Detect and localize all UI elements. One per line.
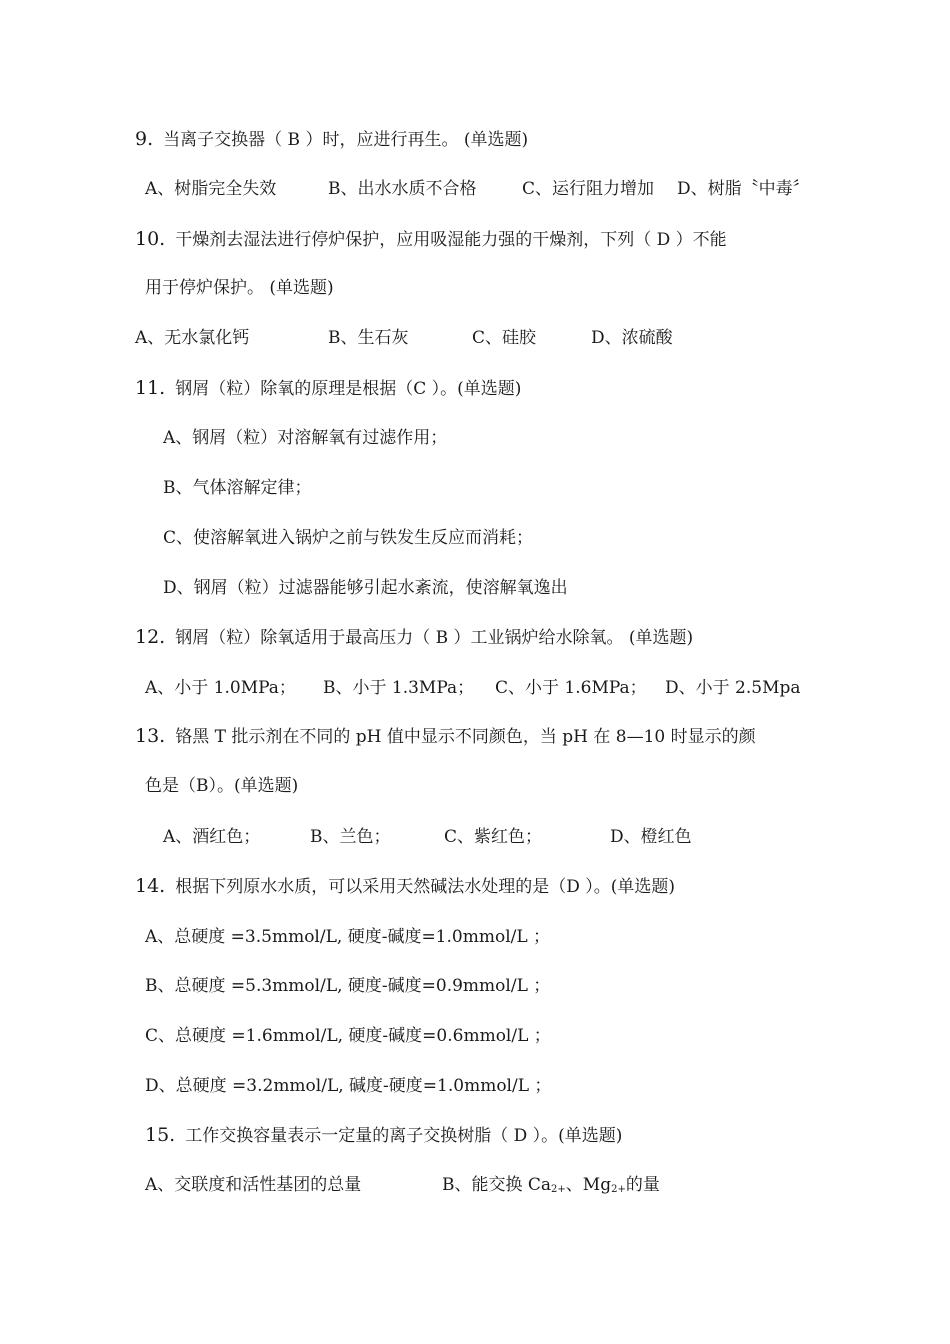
option-c: C、硅胶 [472,328,537,348]
option-d: D、浓硫酸 [591,328,673,348]
question-number: 11. [135,377,166,399]
option-a: A、总硬度 =3.5mmol/L, 硬度-碱度=1.0mmol/L ； [145,927,551,947]
question-10-continued: 用于停炉保护。 (单选题) [145,278,334,298]
option-c: C、总硬度 =1.6mmol/L, 硬度-碱度=0.6mmol/L ； [145,1026,551,1046]
question-number: 12. [135,626,166,648]
ion-charge: 2+ [551,1184,566,1195]
option-d: D、总硬度 =3.2mmol/L, 碱度-硬度=1.0mmol/L ； [145,1076,552,1096]
question-10 [135,228,727,251]
question-9 [135,128,528,151]
option-b-text: 的量 [625,1175,660,1195]
option-d: D、小于 2.5Mpa [665,678,801,698]
ion-charge: 2+ [611,1184,626,1195]
option-a: A、交联度和活性基团的总量 [145,1175,362,1195]
option-b: B、小于 1.3MPa； [323,678,475,698]
question-14 [135,875,675,898]
question-text: 钢屑（粒）除氧的原理是根据（C ）。(单选题) [175,379,522,399]
question-11 [135,377,521,400]
question-number: 13. [135,725,166,747]
question-text: 钢屑（粒）除氧适用于最高压力（ B ）工业锅炉给水除氧。 (单选题) [175,628,694,648]
question-text: 铬黑 T 批示剂在不同的 pH 值中显示不同颜色，当 pH 在 8—10 时显示的颜 [175,727,756,747]
option-b: B、兰色； [310,827,391,847]
option-c: C、运行阻力增加 [522,179,655,199]
option-b: B、出水水质不合格 [328,179,477,199]
option-a: A、无水氯化钙 [135,328,250,348]
option-d: D、树脂〝中毒〞 [677,179,810,199]
option-c: C、紫红色； [444,827,543,847]
question-number: 14. [135,875,166,897]
question-text: 工作交换容量表示一定量的离子交换树脂（ D ）。(单选题) [185,1126,623,1146]
question-13 [135,725,756,748]
option-b-text: B、能交换 Ca [442,1175,552,1195]
question-number: 9. [135,128,154,150]
question-text: 根据下列原水水质，可以采用天然碱法水处理的是（D ）。(单选题) [175,877,676,897]
option-a: A、树脂完全失效 [145,179,277,199]
question-text: 干燥剂去湿法进行停炉保护，应用吸湿能力强的干燥剂，下列（ D ）不能 [175,230,727,250]
option-a: A、酒红色； [163,827,261,847]
option-a: A、小于 1.0MPa； [145,678,296,698]
question-number: 15. [145,1124,176,1146]
question-13-continued: 色是（B）。(单选题) [145,776,299,796]
option-d: D、钢屑（粒）过滤器能够引起水紊流，使溶解氧逸出 [163,578,568,598]
option-b [442,1174,660,1201]
option-b-text: 、Mg [565,1175,612,1195]
question-15 [145,1124,622,1147]
question-12 [135,626,693,649]
option-c: C、小于 1.6MPa； [495,678,647,698]
question-number: 10. [135,228,166,250]
question-text: 当离子交换器（ B ）时，应进行再生。 (单选题) [163,130,529,150]
option-b: B、气体溶解定律； [163,478,312,498]
option-b: B、总硬度 =5.3mmol/L, 硬度-碱度=0.9mmol/L ； [145,976,551,996]
option-c: C、使溶解氧进入锅炉之前与铁发生反应而消耗； [163,528,534,548]
option-b: B、生石灰 [328,328,409,348]
option-a: A、钢屑（粒）对溶解氧有过滤作用； [163,428,448,448]
option-d: D、橙红色 [610,827,692,847]
